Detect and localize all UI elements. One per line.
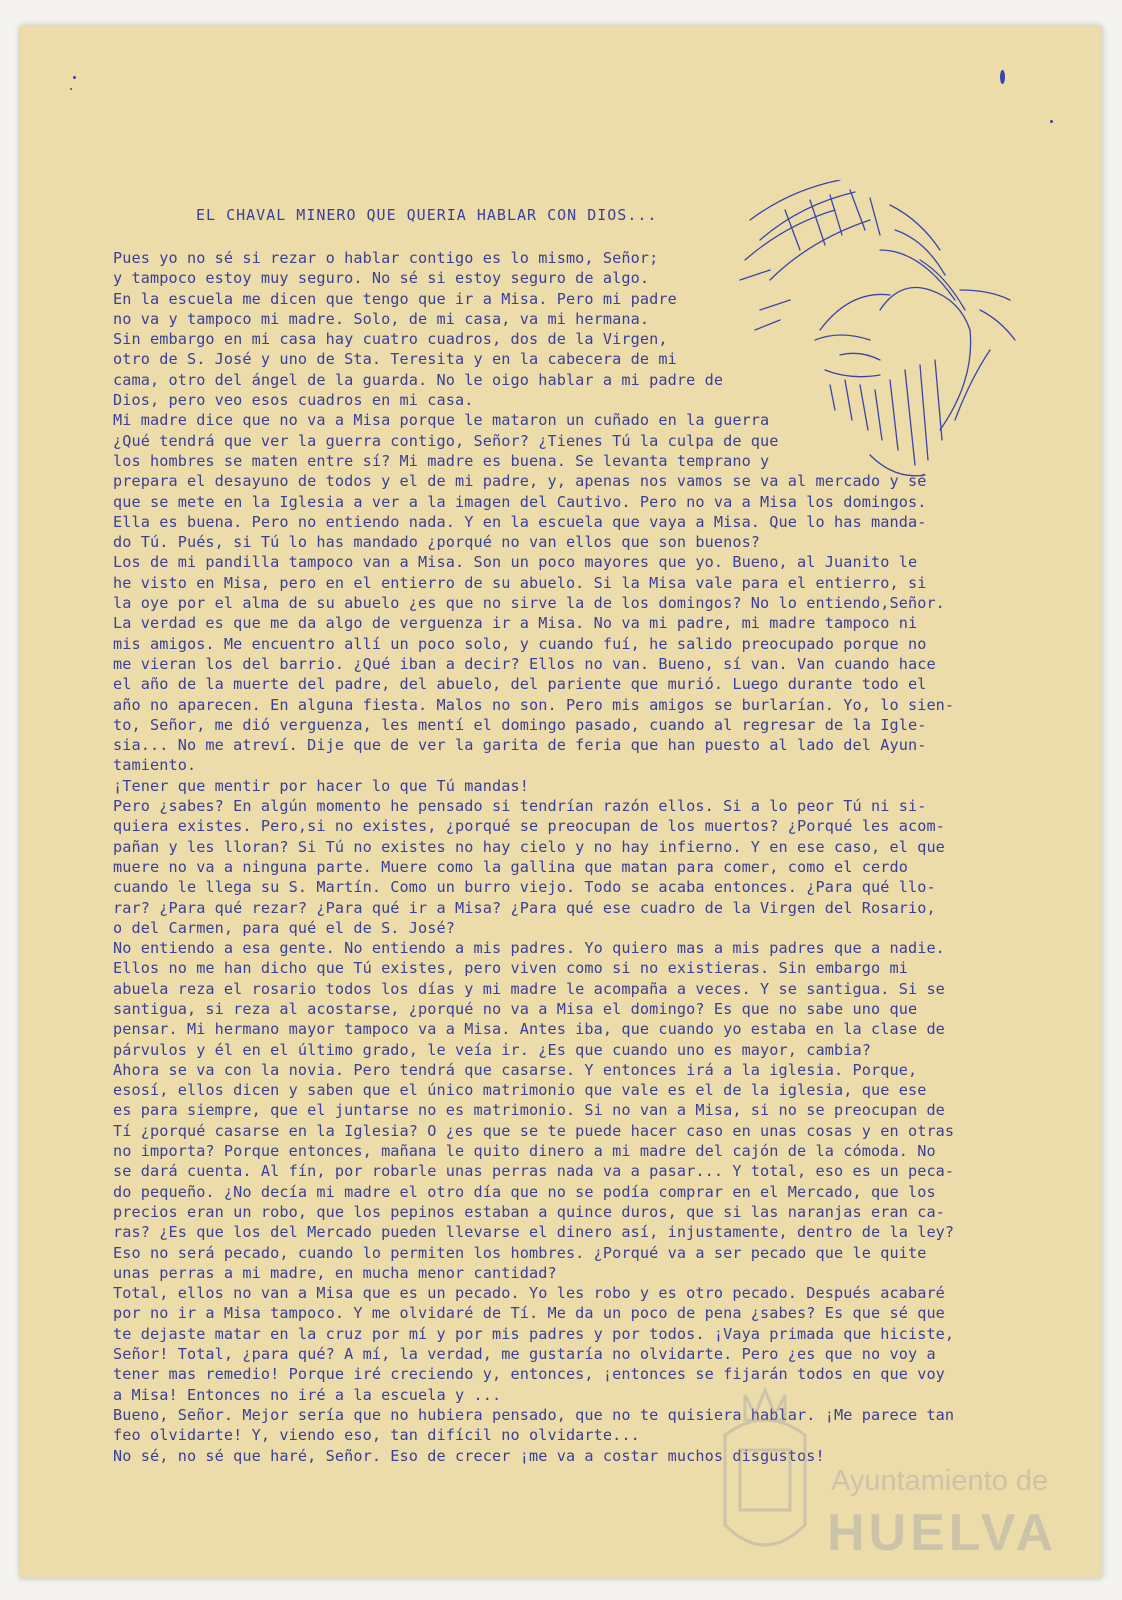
watermark-line2: HUELVA [827, 1504, 1058, 1562]
text-line: he visto en Misa, pero en el entierro de su abuelo. Si la Misa vale para el entierro, si [113, 573, 927, 592]
text-line: do pequeño. ¿No decía mi madre el otro día que no se podía comprar en el Mercado, que los [113, 1182, 936, 1201]
text-line: Señor! Total, ¿para qué? A mí, la verdad, me gustaría no olvidarte. Pero ¿es que no voy a [113, 1345, 936, 1364]
document-title: EL CHAVAL MINERO QUE QUERIA HABLAR CON DIOS... [196, 206, 658, 224]
text-line: abuela reza el rosario todos los días y mi madre le acompaña a veces. Y se santigua. Si se [113, 979, 945, 998]
ink-spot [70, 88, 72, 90]
ink-spot [1050, 120, 1053, 123]
text-line: no va y tampoco mi madre. Solo, de mi casa, va mi hermana. [113, 309, 650, 328]
text-line: Mi madre dice que no va a Misa porque le mataron un cuñado en la guerra [113, 411, 770, 430]
text-line: pensar. Mi hermano mayor tampoco va a Misa. Antes iba, que cuando yo estaba en la clase de [113, 1020, 945, 1039]
text-line: Sin embargo en mi casa hay cuatro cuadros, dos de la Virgen, [113, 330, 668, 349]
text-line: Pero ¿sabes? En algún momento he pensado si tendrían razón ellos. Si a lo peor Tú ni si- [113, 797, 927, 816]
text-line: unas perras a mi madre, en mucha menor cantidad? [113, 1263, 557, 1282]
text-line: que se mete en la Iglesia a ver a la imagen del Cautivo. Pero no va a Misa los domingos. [113, 492, 927, 511]
text-line: ras? ¿Es que los del Mercado pueden llevarse el dinero así, injustamente, dentro de la ley? [113, 1223, 955, 1242]
text-line: feo olvidarte! Y, viendo eso, tan difícil no olvidarte... [113, 1426, 640, 1445]
text-line: Total, ellos no van a Misa que es un pecado. Yo les robo y es otro pecado. Después acabaré [113, 1284, 945, 1303]
text-line: a Misa! Entonces no iré a la escuela y ... [113, 1385, 502, 1404]
text-line: otro de S. José y uno de Sta. Teresita y en la cabecera de mi [113, 350, 677, 369]
text-line: santigua, si reza al acostarse, ¿porqué no va a Misa el domingo? Es que no sabe uno que [113, 999, 918, 1018]
text-line: Ellos no me han dicho que Tú existes, pero viven como si no existieras. Sin embargo mi [113, 959, 908, 978]
text-line: tamiento. [113, 756, 197, 775]
text-line: prepara el desayuno de todos y el de mi padre, y, apenas nos vamos se va al mercado y sé [113, 472, 927, 491]
text-line: y tampoco estoy muy seguro. No sé si estoy seguro de algo. [113, 269, 650, 288]
text-line: do Tú. Pués, si Tú lo has mandado ¿porqué no van ellos que son buenos? [113, 533, 761, 552]
body-text [113, 248, 1033, 1466]
text-line: No sé, no sé que haré, Señor. Eso de crecer ¡me va a costar muchos disgustos! [113, 1446, 825, 1465]
text-line: pañan y les lloran? Si Tú no existes no hay cielo y no hay infierno. Y en ese caso, el que [113, 837, 945, 856]
text-line: se dará cuenta. Al fín, por robarle unas perras nada va a pasar... Y total, eso es un peca- [113, 1162, 955, 1181]
watermark [715, 1375, 1058, 1575]
text-line: tener mas remedio! Porque iré creciendo y, entonces, ¡entonces se fijarán todos en que voy [113, 1365, 945, 1384]
text-line: Tí ¿porqué casarse en la Iglesia? O ¿es que se te puede hacer caso en unas cosas y en otras [113, 1121, 955, 1140]
text-line: mis amigos. Me encuentro allí un poco solo, y cuando fuí, he salido preocupado porque no [113, 634, 927, 653]
text-line: Ahora se va con la novia. Pero tendrá que casarse. Y entonces irá a la iglesia. Porque, [113, 1060, 918, 1079]
text-line: quiera existes. Pero,si no existes, ¿porqué se preocupan de los muertos? ¿Porqué les acom- [113, 817, 945, 836]
text-line: cama, otro del ángel de la guarda. No le oigo hablar a mi padre de [113, 370, 724, 389]
text-line: Bueno, Señor. Mejor sería que no hubiera pensado, que no te quisiera hablar. ¡Me parece tan [113, 1405, 955, 1424]
text-line: o del Carmen, para qué el de S. José? [113, 918, 456, 937]
text-line: ¿Qué tendrá que ver la guerra contigo, Señor? ¿Tienes Tú la culpa de que [113, 431, 779, 450]
watermark-line1: Ayuntamiento de [831, 1465, 1049, 1497]
text-line: párvulos y él en el último grado, le veía ir. ¿Es que cuando uno es mayor, cambia? [113, 1040, 871, 1059]
text-line: Dios, pero veo esos cuadros en mi casa. [113, 391, 474, 410]
text-line: los hombres se maten entre sí? Mi madre es buena. Se levanta temprano y [113, 451, 770, 470]
text-line: esosí, ellos dicen y saben que el único matrimonio que vale es el de la iglesia, que ese [113, 1081, 927, 1100]
text-line: Pues yo no sé si rezar o hablar contigo es lo mismo, Señor; [113, 249, 659, 267]
text-line: la oye por el alma de su abuelo ¿es que no sirve la de los domingos? No lo entiendo,Señor. [113, 594, 945, 613]
ink-spot [1000, 70, 1005, 84]
text-line: Los de mi pandilla tampoco van a Misa. Son un poco mayores que yo. Bueno, al Juanito le [113, 553, 918, 572]
text-line: precios eran un robo, que los pepinos estaban a quince duros, que si las naranjas eran ca- [113, 1202, 945, 1221]
text-line: sia... No me atreví. Dije que de ver la garita de feria que han puesto al lado del Ayun- [113, 736, 927, 755]
text-line: te dejaste matar en la cruz por mí y por mis padres y por todos. ¡Vaya primada que hiciste, [113, 1324, 955, 1343]
text-line: por no ir a Misa tampoco. Y me olvidaré de Tí. Me da un poco de pena ¿sabes? Es que sé que [113, 1304, 945, 1323]
text-line: rar? ¿Para qué rezar? ¿Para qué ir a Misa? ¿Para qué ese cuadro de la Virgen del Rosario, [113, 898, 936, 917]
text-line: cuando le llega su S. Martín. Como un burro viejo. Todo se acaba entonces. ¿Para qué llo- [113, 878, 936, 897]
text-line: ¡Tener que mentir por hacer lo que Tú mandas! [113, 776, 529, 795]
text-line: En la escuela me dicen que tengo que ir a Misa. Pero mi padre [113, 289, 677, 308]
text-line: muere no va a ninguna parte. Muere como la gallina que matan para comer, como el cerdo [113, 857, 908, 876]
text-line: Eso no será pecado, cuando lo permiten los hombres. ¿Porqué va a ser pecado que le quite [113, 1243, 927, 1262]
text-line: no importa? Porque entonces, mañana le quito dinero a mi madre del cajón de la cómoda. No [113, 1142, 936, 1161]
text-line: me vieran los del barrio. ¿Qué iban a decir? Ellos no van. Bueno, sí van. Van cuando hace [113, 654, 936, 673]
coat-of-arms-seal [715, 1375, 815, 1575]
ink-spot [73, 76, 76, 79]
text-line: el año de la muerte del padre, del abuelo, del pariente que murió. Luego durante todo el [113, 675, 927, 694]
text-line: Ella es buena. Pero no entiendo nada. Y en la escuela que vaya a Misa. Que lo has manda- [113, 512, 927, 531]
text-line: La verdad es que me da algo de verguenza ir a Misa. No va mi padre, mi madre tampoco ni [113, 614, 918, 633]
text-line: año no aparecen. En alguna fiesta. Malos no son. Pero mis amigos se burlarían. Yo, lo sien- [113, 695, 955, 714]
text-line: es para siempre, que el juntarse no es matrimonio. Si no van a Misa, si no se preocupan de [113, 1101, 945, 1120]
text-line: to, Señor, me dió verguenza, les mentí el domingo pasado, cuando al regresar de la Igle- [113, 715, 927, 734]
text-line: No entiendo a esa gente. No entiendo a mis padres. Yo quiero mas a mis padres que a nadie. [113, 939, 945, 958]
